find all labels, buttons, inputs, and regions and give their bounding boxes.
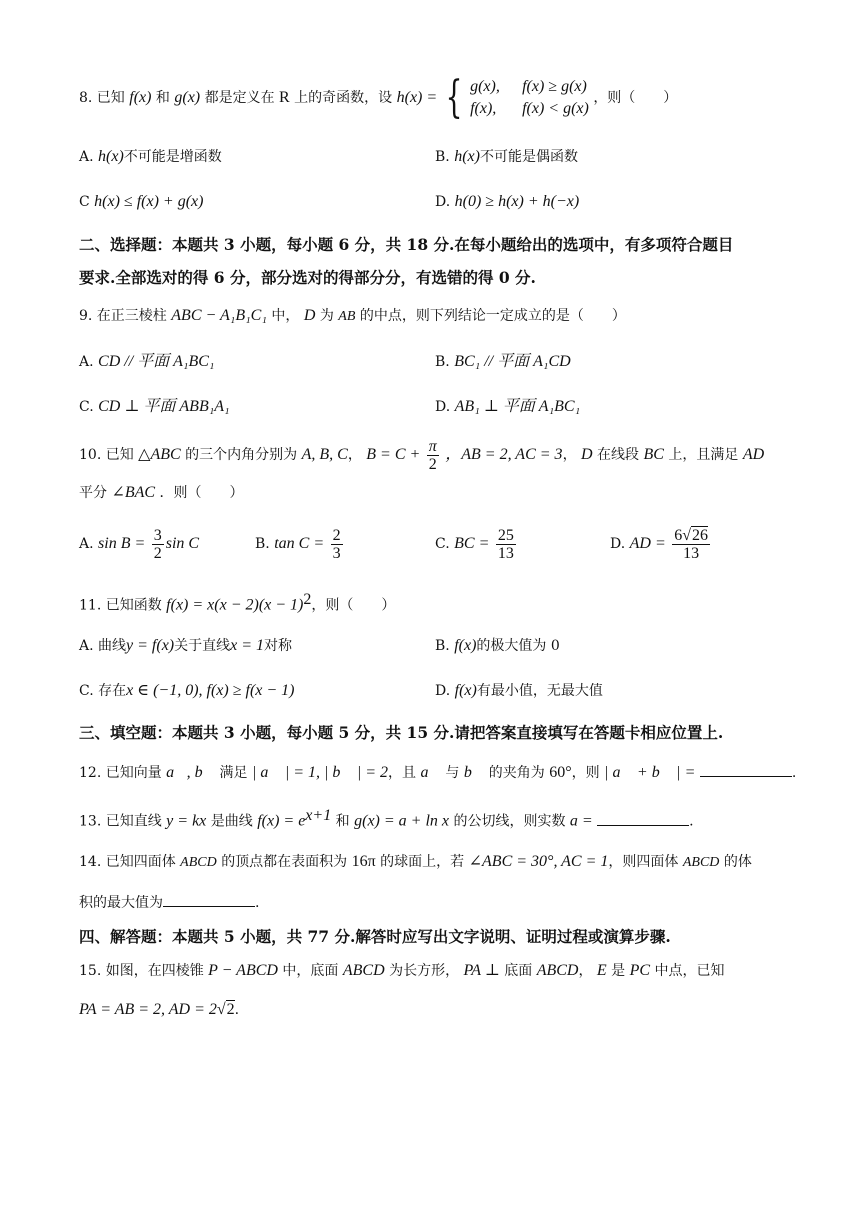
q14-tetrahedron: ABCD	[682, 855, 720, 870]
q11-option-c[interactable]	[79, 681, 295, 701]
q9-stem	[79, 306, 626, 327]
q8-option-b[interactable]	[435, 147, 578, 167]
q13-text: 是曲线	[210, 813, 253, 830]
q9-option-b[interactable]	[435, 352, 571, 372]
option-fraction	[152, 527, 164, 562]
q10-text: 10. 已知	[79, 447, 134, 463]
q12-vec-a: a⃗	[420, 764, 441, 781]
q15-perp: PA ⊥	[463, 962, 500, 979]
q14-text: 的球面上，若	[380, 854, 465, 870]
q10-text: 上，且满足	[668, 447, 739, 463]
q12-text: 12. 已知向量	[79, 765, 162, 781]
q15-text: 中点，已知	[654, 963, 725, 979]
q15-stem-line2: PA = AB = 2, AD = 2√2.	[79, 1001, 240, 1018]
q13-line: y = kx	[166, 812, 207, 830]
q15-stem	[79, 961, 725, 981]
q8-option-d[interactable]	[435, 192, 579, 212]
q9-option-d[interactable]	[435, 397, 580, 417]
q10-relation: B = C +	[366, 446, 421, 463]
q12-vectors: a⃗, b⃗	[166, 764, 216, 781]
case2-value: f(x),	[470, 100, 497, 117]
radicand: 26	[692, 526, 708, 544]
q14-text: 积的最大值为	[79, 895, 163, 911]
q12-condition: | a⃗ | = 1, | b⃗ | = 2	[251, 764, 389, 781]
frac-num: 3	[153, 526, 162, 544]
q13-f-exponent: x+1	[305, 807, 332, 824]
q12-vec-b: b⃗	[463, 764, 485, 781]
piecewise-brace: {	[445, 72, 463, 123]
option-text: 不可能是增函数	[123, 149, 222, 165]
option-text: 有最小值，无最大值	[476, 683, 603, 699]
option-math: x = 1	[230, 637, 265, 654]
frac-num: 6√26	[674, 526, 708, 544]
option-label: D.	[435, 399, 451, 415]
q10-pi-half	[427, 438, 439, 473]
option-math: CD ⊥ 平面 ABB₁A₁	[98, 398, 230, 415]
q11-option-b[interactable]	[435, 636, 560, 656]
q12-text: ，且	[388, 765, 417, 781]
option-math: sin C	[165, 535, 200, 552]
q11-option-a[interactable]	[79, 636, 292, 656]
option-label: A.	[79, 149, 94, 165]
option-fraction	[496, 527, 516, 562]
q14-text: 14. 已知四面体	[79, 854, 176, 870]
frac-den: 3	[332, 544, 341, 562]
q10-text: 的三个内角分别为	[185, 447, 298, 463]
q10-angle: ∠BAC	[111, 484, 156, 501]
q12-text: 与	[445, 765, 460, 781]
q8-option-c[interactable]	[79, 192, 203, 212]
q10-sides: ，AB = 2, AC = 3	[445, 446, 563, 463]
option-math: y = f(x)	[126, 637, 175, 654]
option-math: h(x)	[454, 148, 480, 165]
q8-stem	[79, 72, 678, 123]
q10-stem	[79, 437, 764, 473]
q10-angles: A, B, C	[301, 446, 348, 463]
q12-end: .	[791, 765, 797, 781]
q10-option-b[interactable]	[255, 524, 345, 564]
q14-end: .	[255, 895, 260, 911]
q13-g: g(x) = a + ln x	[354, 812, 450, 830]
q10-option-d[interactable]	[610, 524, 712, 564]
q10-point-d: D	[581, 446, 593, 463]
q10-option-a[interactable]	[79, 524, 199, 564]
option-math: h(x)	[98, 148, 124, 165]
q10-stem-line2	[79, 483, 244, 503]
option-label: B.	[435, 638, 450, 654]
q13-f: f(x) = e	[257, 812, 306, 830]
q11-function: f(x) = x(x − 2)(x − 1)	[166, 596, 304, 614]
q9-text: 的中点，则下列结论一定成立的是（ ）	[359, 308, 626, 324]
option-fraction	[672, 527, 710, 562]
q11-text: ，则（ ）	[311, 597, 396, 614]
frac-den: 13	[497, 544, 514, 562]
q14-stem-line2	[79, 892, 259, 913]
option-label: A.	[79, 354, 94, 370]
option-label: B.	[435, 354, 450, 370]
q8-piecewise	[470, 76, 589, 120]
option-text: 不可能是偶函数	[479, 149, 578, 165]
frac-num: 2	[332, 526, 341, 544]
option-text: 曲线	[98, 638, 127, 654]
q15-base: ABCD	[342, 962, 385, 979]
option-label: C	[79, 194, 90, 210]
option-math: tan C =	[274, 535, 325, 552]
q8-option-a[interactable]	[79, 147, 222, 167]
q13-stem	[79, 806, 694, 832]
q15-text: 是	[611, 963, 626, 979]
option-math: CD // 平面 A₁BC₁	[98, 353, 215, 370]
q8-h-def: h(x) =	[396, 89, 438, 106]
q14-condition: ∠ABC = 30°, AC = 1	[468, 853, 609, 870]
q15-end: .	[234, 1002, 240, 1018]
option-math: f(x)	[454, 682, 477, 699]
q12-stem	[79, 762, 796, 783]
option-label: C.	[435, 536, 450, 552]
q14-text: 的体	[723, 854, 752, 870]
q8-stem-text: 8. 已知	[79, 90, 125, 106]
q15-pyramid: P − ABCD	[208, 962, 278, 979]
option-label: B.	[255, 536, 270, 552]
q10-text: 在线段	[597, 447, 640, 463]
option-text: 存在	[98, 683, 127, 699]
q13-a: a =	[569, 812, 593, 830]
frac-den: 13	[683, 544, 700, 562]
case1-condition: f(x) ≥ g(x)	[522, 78, 587, 95]
option-label: A.	[79, 638, 94, 654]
q12-angle: 60°	[549, 764, 572, 781]
option-label: D.	[435, 194, 451, 210]
q9-point-d: D	[303, 307, 316, 324]
option-label: A.	[79, 536, 94, 552]
option-label: C.	[79, 683, 94, 699]
frac-num: π	[428, 437, 437, 455]
q15-text: ，	[578, 963, 593, 979]
q9-text: 9. 在正三棱柱	[79, 308, 167, 324]
option-math: f(x)	[454, 637, 477, 654]
q9-text: 为	[319, 308, 334, 324]
option-math: h(x) ≤ f(x) + g(x)	[94, 193, 204, 210]
case1-value: g(x),	[470, 78, 500, 95]
option-label: D.	[435, 683, 451, 699]
q10-text: ，	[347, 447, 362, 463]
q8-text: 都是定义在	[204, 90, 275, 106]
q8-text: 上的奇函数，设	[294, 90, 393, 106]
q14-answer-blank[interactable]	[163, 892, 255, 907]
q8-g: g(x)	[174, 89, 201, 106]
option-math: sin B =	[98, 535, 146, 552]
q12-text: 满足	[219, 765, 248, 781]
q15-segment-pc: PC	[629, 962, 651, 979]
q8-text: 和	[155, 90, 170, 106]
section-2-heading-cont: 要求.全部选对的得 6 分，部分选对的得部分分，有选错的得 0 分.	[79, 268, 536, 287]
q11-option-d[interactable]	[435, 681, 603, 701]
q10-triangle: △ABC	[138, 446, 181, 463]
q15-given: PA = AB = 2, AD = 2	[79, 1001, 217, 1018]
q9-option-c[interactable]	[79, 397, 230, 417]
q15-point-e: E	[596, 962, 607, 979]
q9-option-a[interactable]	[79, 352, 214, 372]
frac-den: 2	[153, 544, 162, 562]
option-fraction	[331, 527, 343, 562]
option-math: AD =	[629, 535, 666, 552]
q10-text: 平分	[79, 485, 107, 501]
q9-prism: ABC − A₁B₁C₁	[171, 307, 267, 324]
option-math: AB₁ ⊥ 平面 A₁BC₁	[454, 398, 581, 415]
q13-text: 和	[335, 813, 350, 830]
option-math: x ∈ (−1, 0), f(x) ≥ f(x − 1)	[126, 682, 295, 699]
section-4-heading: 四、解答题：本题共 5 小题，共 77 分.解答时应写出文字说明、证明过程或演算步骤.	[79, 927, 671, 946]
q15-text: 15. 如图，在四棱锥	[79, 963, 204, 979]
option-text: 关于直线	[174, 638, 231, 654]
option-math: h(0) ≥ h(x) + h(−x)	[454, 193, 580, 210]
option-label: D.	[610, 536, 626, 552]
q13-answer-blank[interactable]	[597, 811, 689, 826]
q15-text: 为长方形，	[389, 963, 460, 979]
q14-stem	[79, 852, 752, 873]
q15-base: ABCD	[536, 962, 579, 979]
radical-coef: 6	[674, 526, 683, 544]
q10-option-c[interactable]	[435, 524, 518, 564]
q14-tetrahedron: ABCD	[180, 855, 217, 870]
q11-text: 11. 已知函数	[79, 597, 162, 614]
q12-text: ，则	[571, 765, 600, 781]
q8-f: f(x)	[129, 89, 152, 106]
q15-radicand: 2	[226, 1001, 235, 1018]
q14-text: 的顶点都在表面积为	[221, 854, 348, 870]
frac-num: 25	[497, 526, 514, 544]
frac-den: 2	[428, 455, 437, 473]
q10-segment-bc: BC	[643, 446, 664, 463]
section-3-heading: 三、填空题：本题共 3 小题，每小题 5 分，共 15 分.请把答案直接填写在答题卡相应位置上.	[79, 723, 724, 742]
q15-text: 中，底面	[282, 963, 339, 979]
q12-expression: | a⃗ + b⃗ | =	[604, 764, 696, 781]
option-math: BC₁ // 平面 A₁CD	[454, 353, 571, 370]
q13-text: 13. 已知直线	[79, 813, 162, 830]
q15-text: 底面	[504, 963, 533, 979]
q14-area: 16π	[351, 853, 376, 870]
option-label: B.	[435, 149, 450, 165]
option-math: BC =	[454, 535, 490, 552]
q12-text: 的夹角为	[488, 765, 545, 781]
q13-text: 的公切线，则实数	[453, 813, 566, 830]
q12-answer-blank[interactable]	[700, 762, 792, 777]
q14-text: ，则四面体	[608, 854, 679, 870]
option-label: C.	[79, 399, 94, 415]
section-2-heading: 二、选择题：本题共 3 小题，每小题 6 分，共 18 分.在每小题给出的选项中，有多项符合题目	[79, 235, 734, 254]
q10-segment-ad: AD	[742, 446, 765, 463]
q9-text: 中，	[271, 308, 300, 324]
q13-end: .	[689, 813, 694, 830]
q11-exponent: 2	[303, 591, 312, 608]
option-text: 对称	[264, 638, 293, 654]
q9-segment-ab: AB	[338, 309, 356, 324]
option-text: 的极大值为 0	[476, 638, 560, 654]
q8-tail: ，则（ ）	[593, 90, 678, 106]
q11-stem	[79, 590, 395, 616]
case2-condition: f(x) < g(x)	[522, 100, 589, 117]
q10-text: ，	[562, 447, 577, 463]
q10-text: ．则（ ）	[159, 485, 244, 501]
q8-real-set: R	[279, 89, 290, 106]
